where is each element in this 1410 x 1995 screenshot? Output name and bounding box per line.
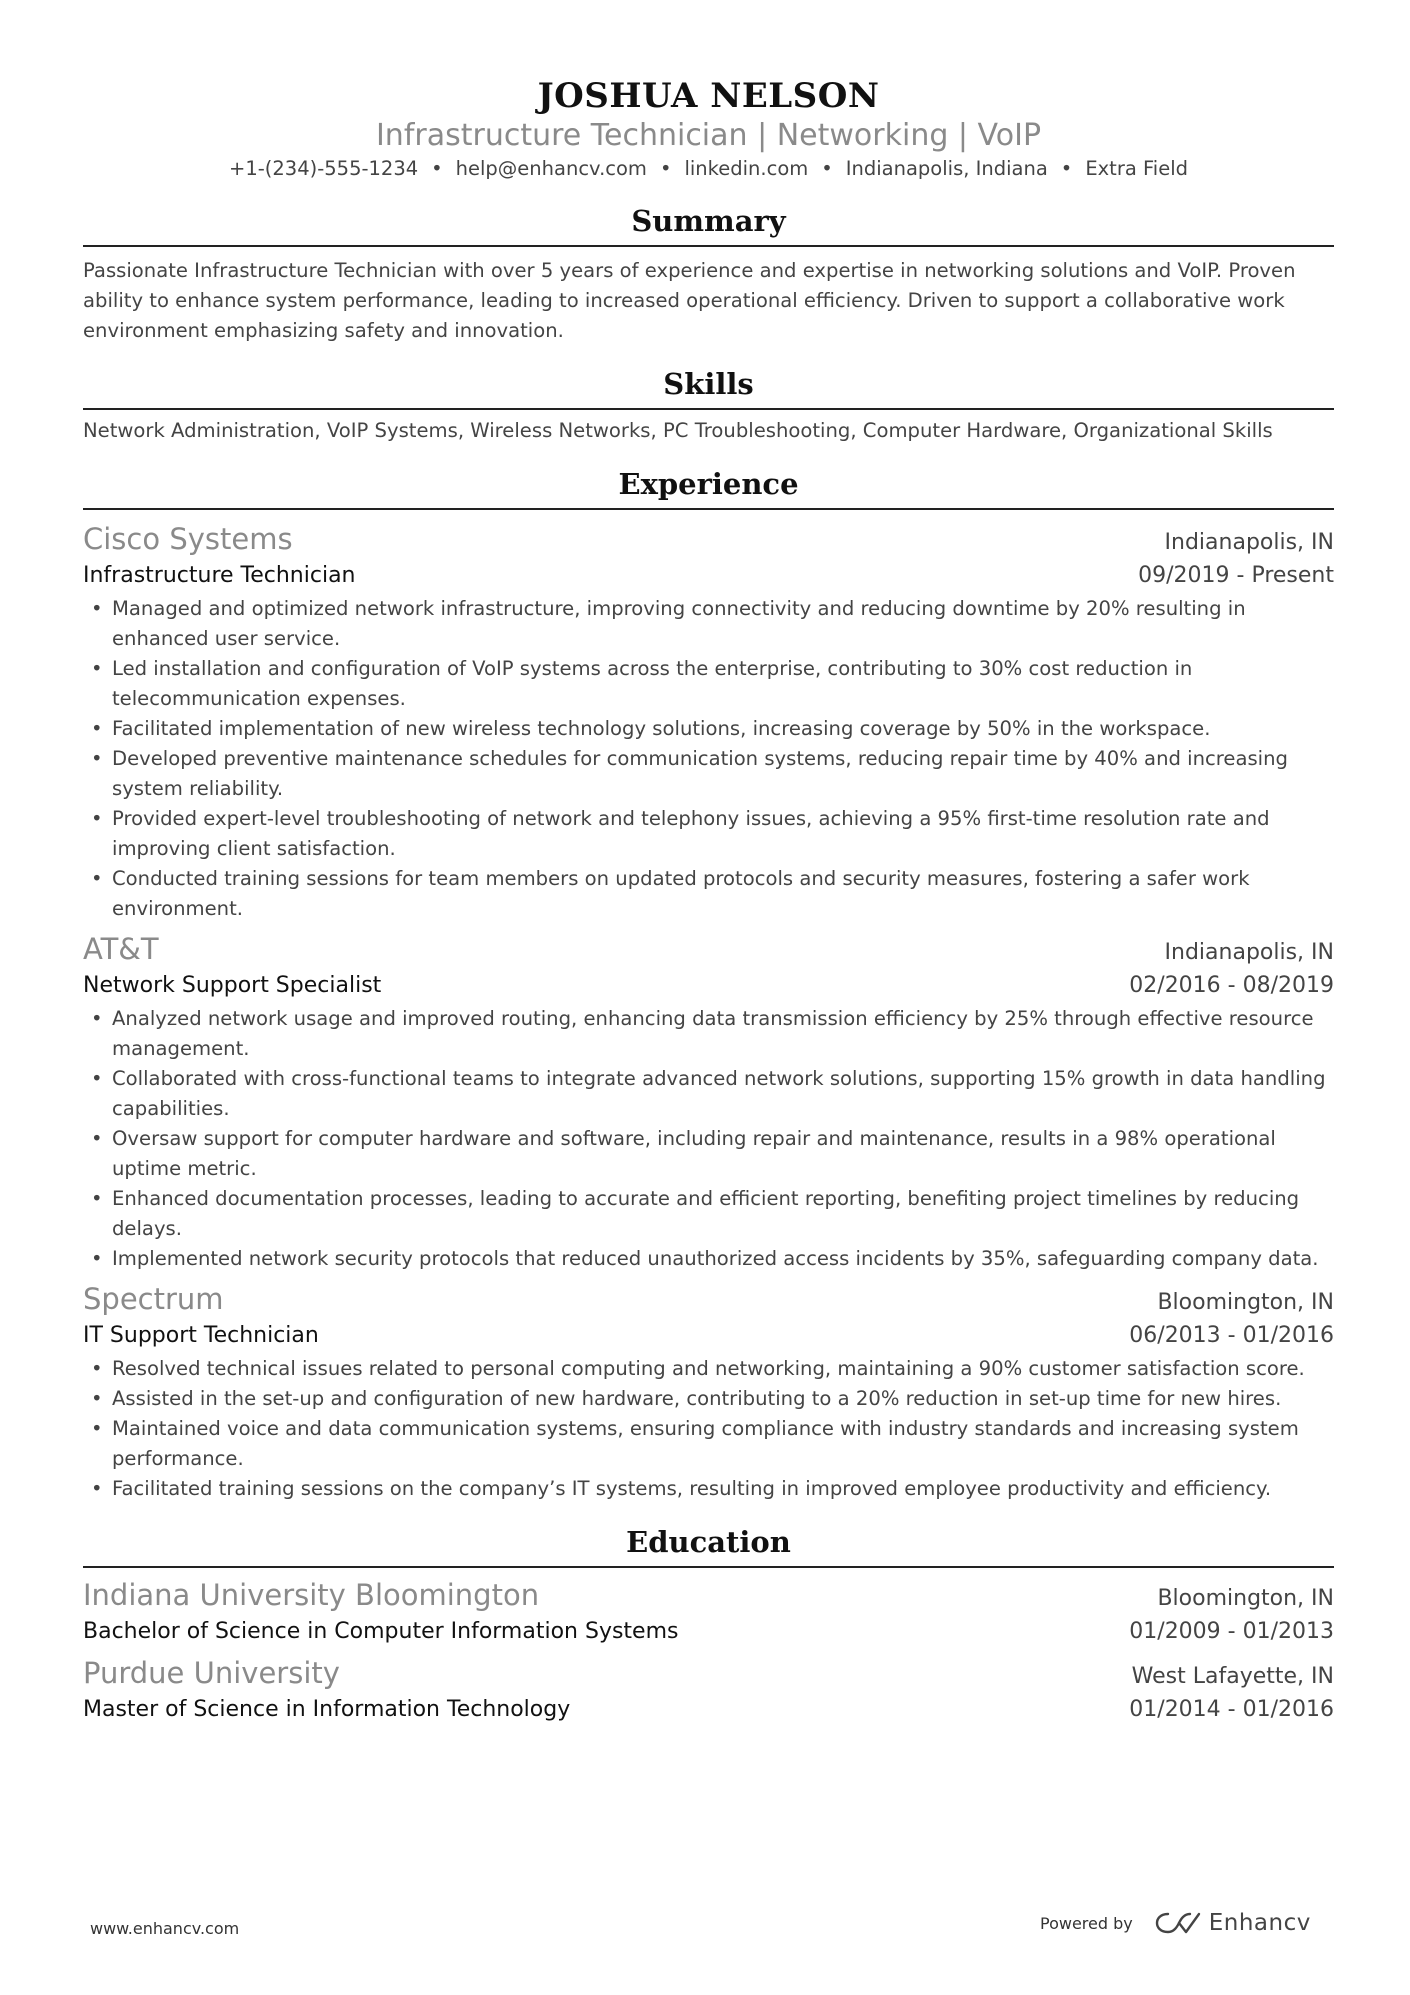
education-entry [83, 1654, 1334, 1728]
experience-entry [83, 930, 1334, 1274]
achievement-item: • Resolved technical issues related to personal computing and networking, maintaining a 90% customer satisfaction score. [83, 1354, 1334, 1384]
contact-line [83, 155, 1334, 183]
education-degree-row [83, 1692, 1334, 1728]
achievement-item: • Analyzed network usage and improved routing, enhancing data transmission efficiency by 25% through effective resource management. [83, 1004, 1334, 1064]
resume-page [83, 0, 1334, 1728]
contact-separator: • [659, 157, 672, 180]
achievement-item: • Maintained voice and data communication systems, ensuring compliance with industry standards and increasing system performance. [83, 1414, 1334, 1474]
email-link[interactable]: help@enhancv.com [455, 157, 647, 180]
linkedin-link[interactable]: linkedin.com [684, 157, 809, 180]
footer-website[interactable]: www.enhancv.com [90, 1919, 240, 1938]
experience-entry [83, 1280, 1334, 1504]
school-location: West Lafayette, IN [1131, 1664, 1334, 1689]
contact-separator: • [1060, 157, 1073, 180]
experience-company-row [83, 1280, 1334, 1318]
job-location: Bloomington, IN [1157, 1290, 1334, 1315]
skills-section [83, 366, 1334, 446]
achievement-list [83, 1004, 1334, 1274]
job-title: Infrastructure Technician [83, 563, 356, 588]
company-name: Spectrum [83, 1282, 224, 1316]
education-school-row [83, 1654, 1334, 1692]
education-list [83, 1576, 1334, 1728]
achievement-item: • Implemented network security protocols that reduced unauthorized access incidents by 35%, safeguarding company data. [83, 1244, 1334, 1274]
skills-text: Network Administration, VoIP Systems, Wireless Networks, PC Troubleshooting, Computer Hardware, Organizational Skills [83, 419, 1273, 442]
skills-heading: Skills [83, 366, 1334, 410]
experience-role-row [83, 968, 1334, 1004]
company-name: Cisco Systems [83, 522, 293, 556]
achievement-item: • Provided expert-level troubleshooting of network and telephony issues, achieving a 95% first-time resolution rate and improving client satisfaction. [83, 804, 1334, 864]
achievement-list [83, 594, 1334, 924]
achievement-item: • Enhanced documentation processes, leading to accurate and efficient reporting, benefiting project timelines by reducing delays. [83, 1184, 1334, 1244]
achievement-item: • Facilitated training sessions on the company’s IT systems, resulting in improved employee productivity and efficiency. [83, 1474, 1334, 1504]
achievement-list [83, 1354, 1334, 1504]
enhancv-logo-icon [1155, 1910, 1201, 1936]
education-dates: 01/2014 - 01/2016 [1129, 1697, 1334, 1722]
achievement-item: • Assisted in the set-up and configuration of new hardware, contributing to a 20% reduction in set-up time for new hires. [83, 1384, 1334, 1414]
powered-by-label: Powered by [1040, 1913, 1133, 1933]
footer-branding [1040, 1910, 1311, 1936]
education-school-row [83, 1576, 1334, 1614]
degree-name: Master of Science in Information Technology [83, 1697, 571, 1722]
achievement-item: • Collaborated with cross-functional teams to integrate advanced network solutions, supporting 15% growth in data handling capabilities. [83, 1064, 1334, 1124]
experience-entry [83, 520, 1334, 924]
experience-list [83, 520, 1334, 1504]
education-section [83, 1524, 1334, 1728]
experience-role-row [83, 1318, 1334, 1354]
candidate-headline: Infrastructure Technician | Networking | VoIP [375, 118, 1042, 153]
job-location: Indianapolis, IN [1164, 530, 1334, 555]
job-dates: 02/2016 - 08/2019 [1129, 973, 1334, 998]
job-title: IT Support Technician [83, 1323, 319, 1348]
achievement-item: • Conducted training sessions for team members on updated protocols and security measures, fostering a safer work environment. [83, 864, 1334, 924]
achievement-item: • Oversaw support for computer hardware and software, including repair and maintenance, results in a 98% operational uptime metric. [83, 1124, 1334, 1184]
experience-role-row [83, 558, 1334, 594]
experience-company-row [83, 930, 1334, 968]
achievement-item: • Led installation and configuration of VoIP systems across the enterprise, contributing to 30% cost reduction in telecommunication expenses. [83, 654, 1334, 714]
phone-number: +1-(234)-555-1234 [229, 157, 419, 180]
company-name: AT&T [83, 932, 159, 966]
experience-section [83, 466, 1334, 1504]
candidate-name: JOSHUA NELSON [537, 76, 880, 116]
school-location: Bloomington, IN [1157, 1586, 1334, 1611]
contact-separator: • [821, 157, 833, 180]
summary-section [83, 203, 1334, 346]
education-degree-row [83, 1614, 1334, 1650]
achievement-item: • Developed preventive maintenance schedules for communication systems, reducing repair time by 40% and increasing system reliability. [83, 744, 1334, 804]
enhancv-brand-name[interactable]: Enhancv [1208, 1910, 1311, 1936]
contact-separator: • [431, 157, 443, 180]
degree-name: Bachelor of Science in Computer Information Systems [83, 1619, 679, 1644]
achievement-item: • Facilitated implementation of new wireless technology solutions, increasing coverage by 50% in the workspace. [83, 714, 1334, 744]
education-dates: 01/2009 - 01/2013 [1129, 1619, 1334, 1644]
job-dates: 09/2019 - Present [1138, 563, 1334, 588]
location-text: Indianapolis, Indiana [845, 157, 1048, 180]
experience-company-row [83, 520, 1334, 558]
school-name: Indiana University Bloomington [83, 1578, 540, 1612]
summary-heading: Summary [83, 203, 1334, 247]
job-title: Network Support Specialist [83, 973, 382, 998]
achievement-item: • Managed and optimized network infrastructure, improving connectivity and reducing downtime by 20% resulting in enhanced user service. [83, 594, 1334, 654]
resume-header [83, 76, 1334, 183]
extra-field: Extra Field [1085, 157, 1188, 180]
job-location: Indianapolis, IN [1164, 940, 1334, 965]
experience-heading: Experience [83, 466, 1334, 510]
education-entry [83, 1576, 1334, 1650]
summary-text: Passionate Infrastructure Technician with over 5 years of experience and expertise in networking solutions and VoIP. Proven ability to enhance system performance, leading to increased operational efficiency. Driven to support a collaborative work environment emphasizing safety and innovation. [83, 259, 1296, 342]
school-name: Purdue University [83, 1656, 340, 1690]
job-dates: 06/2013 - 01/2016 [1129, 1323, 1334, 1348]
education-heading: Education [83, 1524, 1334, 1568]
